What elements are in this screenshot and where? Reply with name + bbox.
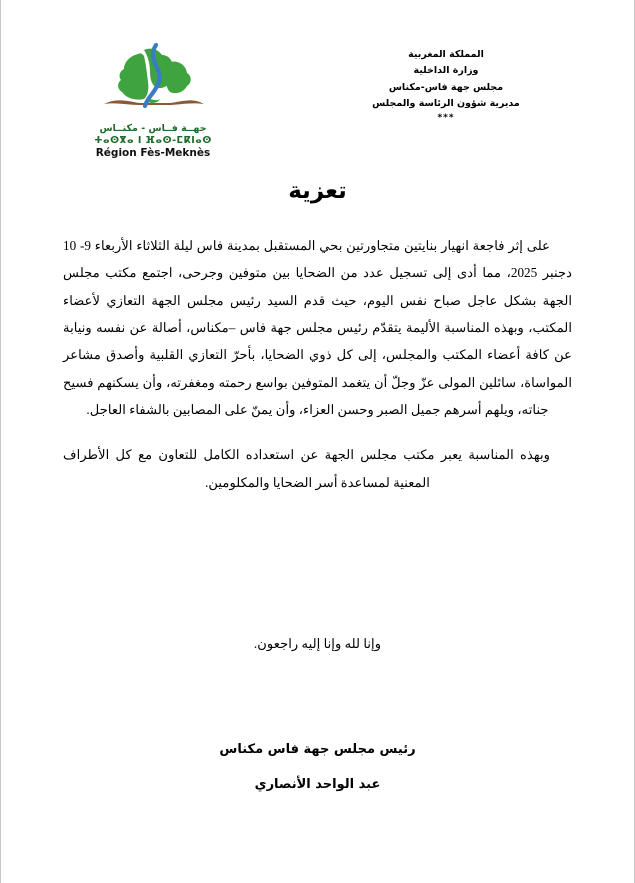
- logo-arabic-name: جهــة فــاس - مكنــاس: [99, 123, 207, 134]
- body-paragraph-1: على إثر فاجعة انهيار بنايتين متجاورتين بحي المستقبل بمدينة فاس ليلة الثلاثاء الأربعاء 9- 10 دجنبر 2025، مما أدى إلى تسجيل عدد من الضحايا بين متوفين وجرحى، اجتمع مكتب مجلس الجهة بشكل عاجل صباح نفس اليوم، حيث قدم السيد رئيس مجلس الجهة التعازي لأعضاء المكتب، وبهذه المناسبة الأليمة يتقدّم رئيس مجلس جهة فاس –مكناس، أصالة عن نفسه ونيابة عن كافة أعضاء المكتب والمجلس، إلى كل ذوي الضحايا، بأحرّ التعازي القلبية وأصدق مشاعر المواساة، سائلين المولى عزّ وجلّ أن يتغمد المتوفين بواسع رحمته ومغفرته، وأن يسكنهم فسيح جناته، ويلهم أسرهم جميل الصبر وحسن العزاء، وأن يمنّ على المصابين بالشفاء العاجل.: [63, 238, 573, 417]
- logo-tifinagh-name: ⵜⴰⵙⴳⴰ ⵏ ⴼⴰⵙ-ⵎⴽⵏⴰⵙ: [94, 134, 212, 146]
- signature-name: عبد الواحد الأنصاري: [254, 776, 381, 792]
- document-body: [63, 232, 572, 512]
- page-title: تعزية: [288, 178, 347, 204]
- signature-block: [1, 740, 634, 796]
- gov-header-separator: ***: [437, 113, 455, 124]
- gov-header-line-council: مجلس جهة فاس-مكناس: [388, 81, 504, 93]
- body-paragraph-2: وبهذه المناسبة يعبر مكتب مجلس الجهة عن استعداده الكامل للتعاون مع كل الأطراف المعنية لمساعدة أسر الضحايا والمكلومين.: [63, 447, 550, 490]
- signature-role: رئيس مجلس جهة فاس مكناس: [219, 742, 416, 757]
- document-header: [1, 0, 634, 165]
- region-fes-meknes-emblem-icon: [78, 42, 228, 122]
- gov-header-line-ministry: وزارة الداخلية: [413, 65, 479, 77]
- closing-phrase: وإنا لله وإنا إليه راجعون.: [253, 636, 382, 651]
- region-logo: [63, 42, 243, 160]
- logo-french-name: Région Fès-Meknès: [95, 146, 211, 159]
- gov-header-line-kingdom: المملكة المغربية: [408, 49, 484, 60]
- gov-header-line-directorate: مديرية شؤون الرئاسة والمجلس: [372, 97, 520, 109]
- government-header-block: [316, 47, 576, 127]
